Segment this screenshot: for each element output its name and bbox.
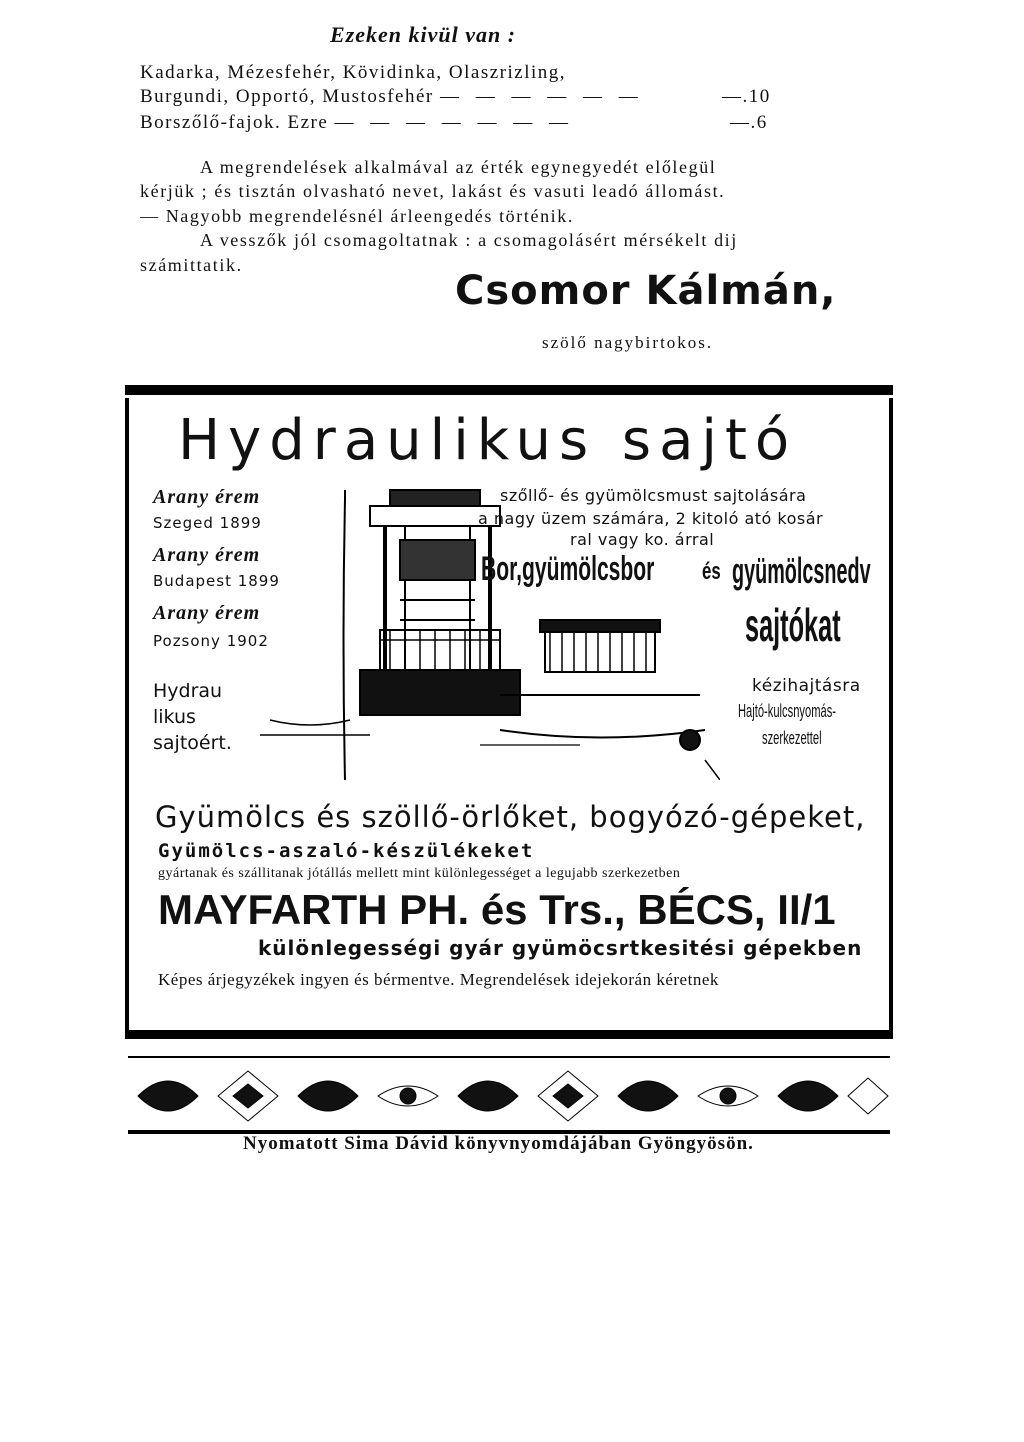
side-note-2: likus: [153, 706, 196, 728]
price-line-2-dashes: — — — — — —: [440, 86, 644, 107]
order-line-3: — Nagyobb megrendelésnél árleengedés történik.: [140, 206, 574, 226]
price-value-2: —.10: [722, 86, 771, 107]
award-1-title: Arany érem: [153, 486, 261, 508]
order-line-1: A megrendelések alkalmával az érték egynegyedét előlegül: [200, 157, 717, 177]
big-gyumolcsnedv: gyümölcsnedv: [732, 550, 871, 591]
price-line-2-text: Burgundi, Opportó, Mustosfehér: [140, 86, 434, 107]
price-line-3-dashes: — — — — — — —: [334, 112, 575, 133]
ad-line-manufacture: gyártanak és szállitanak jótállás mellett mint különlegességet a legujabb szerkezetben: [158, 866, 681, 881]
price-line-1: [140, 62, 566, 84]
price-value-3: —.6: [730, 112, 768, 133]
ad-line-dryers: Gyümölcs-aszaló-készülékeket: [158, 840, 535, 862]
printer-footer: Nyomatott Sima Dávid könyvnyomdájában Gyöngyösön.: [243, 1133, 754, 1154]
award-2-place: Budapest 1899: [153, 572, 280, 590]
signature-title: szölő nagybirtokos.: [542, 333, 714, 352]
order-line-2: kérjük ; és tisztán olvasható nevet, lakást és vasuti leadó állomást.: [140, 181, 726, 201]
signature-name: Csomor Kálmán,: [455, 268, 837, 314]
award-3-place: Pozsony 1902: [153, 632, 269, 650]
ad-bottom-border: [125, 1030, 893, 1039]
price-line-1-text: Kadarka, Mézesfehér, Kövidinka, Olaszrizling,: [140, 62, 567, 83]
ornament-band: [128, 1056, 890, 1136]
ad-left-border: [125, 398, 129, 1030]
order-line-5: számittatik.: [140, 255, 243, 275]
price-line-3-text: Borszőlő-fajok. Ezre: [140, 112, 329, 133]
side-note-1: Hydrau: [153, 680, 223, 702]
factory-specialty: különlegességi gyár gyümöcsrtkesitési gépekben: [258, 936, 863, 960]
big-sajtokat: sajtókat: [745, 599, 841, 651]
award-3-title: Arany érem: [153, 602, 261, 624]
order-line-4: A vesszők jól csomagoltatnak : a csomagolásért mérsékelt dij: [200, 230, 738, 250]
ad-line-grinders: Gyümölcs és szöllő-örlőket, bogyózó-gépeket,: [155, 800, 866, 834]
catalog-note: Képes árjegyzékek ingyen és bérmentve. Megrendelések idejekorán kéretnek: [158, 970, 719, 989]
desc-line-2: a nagy üzem számára, 2 kitoló ató kosár: [478, 509, 824, 528]
award-1-place: Szeged 1899: [153, 514, 262, 532]
award-2-title: Arany érem: [153, 544, 261, 566]
right-small-3: szerkezettel: [762, 728, 822, 748]
big-es: és: [702, 558, 721, 585]
price-line-2: [140, 86, 644, 108]
ad-title: Hydraulikus sajtó: [178, 408, 798, 473]
price-heading: Ezeken kivül van :: [330, 22, 517, 47]
desc-line-3: ral vagy ko. árral: [570, 530, 715, 549]
side-note-3: sajtoért.: [153, 732, 232, 754]
price-line-3: [140, 112, 574, 134]
desc-line-1: szőllő- és gyümölcsmust sajtolására: [500, 486, 807, 505]
big-bor: Bor,gyümölcsbor: [481, 550, 655, 588]
ad-top-border: [125, 385, 893, 395]
right-small-1: kézihajtásra: [752, 676, 861, 696]
ad-right-border: [889, 398, 893, 1030]
company-name: MAYFARTH PH. és Trs., BÉCS, II/1: [158, 886, 836, 933]
right-small-2: Hajtó-kulcsnyomás-: [738, 701, 836, 721]
